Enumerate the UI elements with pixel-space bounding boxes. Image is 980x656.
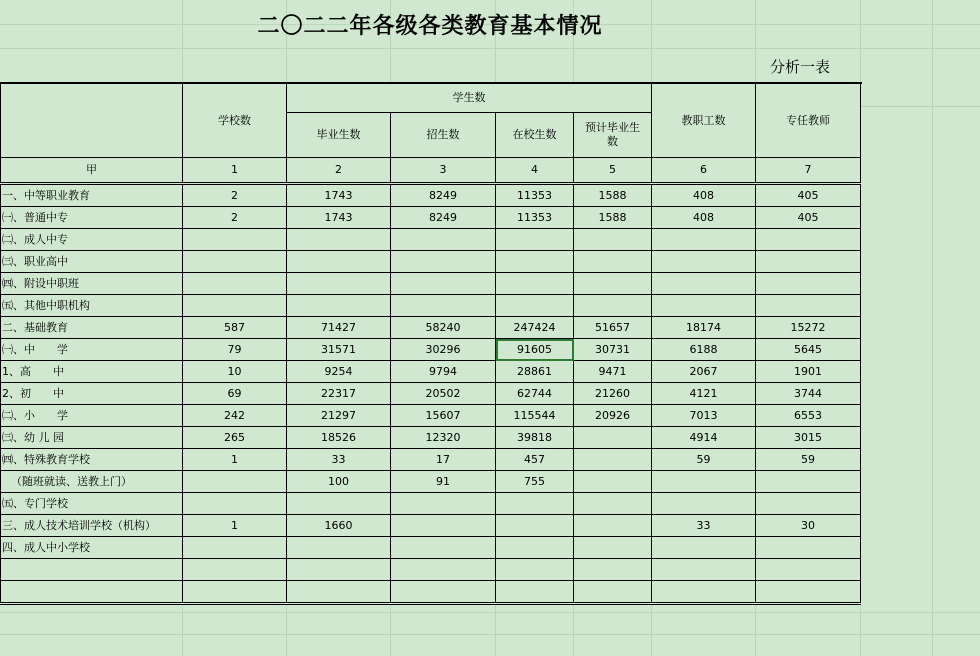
data-cell[interactable] xyxy=(391,515,496,537)
header-students[interactable]: 学生数 xyxy=(287,84,652,113)
data-cell[interactable]: 10 xyxy=(183,361,287,383)
data-cell[interactable]: 79 xyxy=(183,339,287,361)
data-cell[interactable] xyxy=(574,295,652,317)
header-in-school[interactable]: 在校生数 xyxy=(496,113,574,158)
data-cell[interactable]: 1660 xyxy=(287,515,391,537)
data-cell[interactable] xyxy=(756,471,861,493)
data-cell[interactable] xyxy=(652,229,756,251)
header-teachers[interactable]: 专任教师 xyxy=(756,84,861,158)
data-cell[interactable]: 4121 xyxy=(652,383,756,405)
table-row xyxy=(1,317,861,339)
data-cell[interactable]: 51657 xyxy=(574,317,652,339)
data-cell[interactable] xyxy=(756,493,861,515)
data-cell[interactable] xyxy=(496,581,574,604)
data-cell[interactable]: 3744 xyxy=(756,383,861,405)
data-cell[interactable]: 30731 xyxy=(574,339,652,361)
table-row xyxy=(1,515,861,537)
data-cell[interactable]: 21297 xyxy=(287,405,391,427)
data-cell[interactable] xyxy=(183,493,287,515)
table-row xyxy=(1,251,861,273)
data-cell[interactable] xyxy=(756,581,861,604)
data-cell[interactable] xyxy=(183,273,287,295)
table-row xyxy=(1,581,861,604)
data-cell[interactable]: 100 xyxy=(287,471,391,493)
data-cell[interactable]: 9254 xyxy=(287,361,391,383)
data-cell[interactable] xyxy=(756,251,861,273)
grid-line xyxy=(0,612,980,613)
data-cell[interactable]: 1588 xyxy=(574,207,652,229)
column-number-cell[interactable]: 4 xyxy=(496,158,574,184)
data-cell[interactable] xyxy=(574,581,652,604)
data-cell[interactable] xyxy=(496,229,574,251)
data-cell[interactable]: 2067 xyxy=(652,361,756,383)
data-cell[interactable]: 69 xyxy=(183,383,287,405)
data-cell[interactable]: 405 xyxy=(756,207,861,229)
data-cell[interactable] xyxy=(496,251,574,273)
row-label-cell[interactable]: 三、成人技术培训学校（机构） xyxy=(1,515,183,537)
data-cell[interactable]: 30296 xyxy=(391,339,496,361)
data-cell[interactable]: 71427 xyxy=(287,317,391,339)
grid-line xyxy=(932,0,933,656)
row-label-cell[interactable]: ㈣、特殊教育学校 xyxy=(1,449,183,471)
table-row xyxy=(1,383,861,405)
data-cell[interactable]: 5645 xyxy=(756,339,861,361)
data-cell[interactable] xyxy=(496,295,574,317)
data-cell[interactable] xyxy=(756,273,861,295)
table-row xyxy=(1,273,861,295)
table-row xyxy=(1,559,861,581)
data-cell[interactable]: 1 xyxy=(183,515,287,537)
data-cell[interactable] xyxy=(652,537,756,559)
data-cell[interactable] xyxy=(574,273,652,295)
header-corner-cell[interactable] xyxy=(1,84,183,158)
data-cell[interactable] xyxy=(287,493,391,515)
data-cell[interactable]: 33 xyxy=(652,515,756,537)
data-cell[interactable] xyxy=(183,251,287,273)
data-cell[interactable]: 39818 xyxy=(496,427,574,449)
column-number-row xyxy=(1,158,861,184)
data-cell[interactable]: 31571 xyxy=(287,339,391,361)
data-cell[interactable] xyxy=(391,295,496,317)
data-cell[interactable]: 1588 xyxy=(574,184,652,207)
row-label-cell[interactable] xyxy=(1,581,183,604)
table-row xyxy=(1,471,861,493)
data-cell[interactable]: 91605 xyxy=(496,339,574,361)
data-cell[interactable] xyxy=(287,273,391,295)
data-cell[interactable] xyxy=(574,251,652,273)
grid-line xyxy=(0,48,980,49)
row-label-cell[interactable]: 四、成人中小学校 xyxy=(1,537,183,559)
data-cell[interactable]: 59 xyxy=(756,449,861,471)
data-cell[interactable] xyxy=(391,273,496,295)
data-cell[interactable]: 15607 xyxy=(391,405,496,427)
data-cell[interactable]: 91 xyxy=(391,471,496,493)
header-staff[interactable]: 教职工数 xyxy=(652,84,756,158)
data-cell[interactable]: 8249 xyxy=(391,207,496,229)
table-row xyxy=(1,405,861,427)
data-cell[interactable] xyxy=(183,295,287,317)
sheet-subtitle[interactable]: 分析一表 xyxy=(769,58,830,76)
data-cell[interactable] xyxy=(391,493,496,515)
data-cell[interactable] xyxy=(574,229,652,251)
data-cell[interactable] xyxy=(652,471,756,493)
row-label-cell[interactable]: ㈡、小 学 xyxy=(1,405,183,427)
data-cell[interactable] xyxy=(391,559,496,581)
column-number-cell[interactable]: 1 xyxy=(183,158,287,184)
data-cell[interactable]: 20926 xyxy=(574,405,652,427)
data-cell[interactable] xyxy=(574,471,652,493)
data-cell[interactable] xyxy=(183,471,287,493)
data-cell[interactable] xyxy=(574,449,652,471)
column-number-cell[interactable]: 3 xyxy=(391,158,496,184)
row-label-cell[interactable]: ㈡、成人中专 xyxy=(1,229,183,251)
data-cell[interactable]: 28861 xyxy=(496,361,574,383)
data-cell[interactable]: 4914 xyxy=(652,427,756,449)
data-cell[interactable]: 18526 xyxy=(287,427,391,449)
sheet-title[interactable]: 二〇二二年各级各类教育基本情况 xyxy=(257,13,603,39)
data-cell[interactable]: 11353 xyxy=(496,184,574,207)
data-cell[interactable] xyxy=(652,581,756,604)
data-cell[interactable]: 587 xyxy=(183,317,287,339)
table-row xyxy=(1,295,861,317)
row-label-cell[interactable]: 1、高 中 xyxy=(1,361,183,383)
row-label-cell[interactable]: ㈢、幼 儿 园 xyxy=(1,427,183,449)
data-cell[interactable]: 59 xyxy=(652,449,756,471)
data-cell[interactable] xyxy=(756,295,861,317)
data-cell[interactable]: 12320 xyxy=(391,427,496,449)
data-cell[interactable] xyxy=(652,493,756,515)
data-cell[interactable]: 9471 xyxy=(574,361,652,383)
data-cell[interactable] xyxy=(574,515,652,537)
row-label-cell[interactable]: ㈣、附设中职班 xyxy=(1,273,183,295)
data-cell[interactable] xyxy=(652,559,756,581)
data-cell[interactable] xyxy=(287,229,391,251)
data-cell[interactable]: 30 xyxy=(756,515,861,537)
data-cell[interactable]: 11353 xyxy=(496,207,574,229)
data-cell[interactable]: 20502 xyxy=(391,383,496,405)
data-cell[interactable]: 21260 xyxy=(574,383,652,405)
row-label-cell[interactable] xyxy=(1,559,183,581)
data-cell[interactable]: 6553 xyxy=(756,405,861,427)
data-cell[interactable]: 265 xyxy=(183,427,287,449)
data-cell[interactable]: 2 xyxy=(183,184,287,207)
column-number-cell[interactable]: 2 xyxy=(287,158,391,184)
education-table xyxy=(0,83,861,605)
column-number-cell[interactable]: 甲 xyxy=(1,158,183,184)
data-cell[interactable]: 9794 xyxy=(391,361,496,383)
data-cell[interactable] xyxy=(496,537,574,559)
table-row xyxy=(1,537,861,559)
data-cell[interactable] xyxy=(287,559,391,581)
table-row xyxy=(1,361,861,383)
table-row xyxy=(1,339,861,361)
data-cell[interactable]: 1743 xyxy=(287,207,391,229)
data-cell[interactable]: 242 xyxy=(183,405,287,427)
data-cell[interactable]: 457 xyxy=(496,449,574,471)
table-row xyxy=(1,427,861,449)
header-expected-grad[interactable] xyxy=(574,113,652,158)
data-cell[interactable] xyxy=(756,537,861,559)
data-cell[interactable] xyxy=(756,229,861,251)
row-label-cell[interactable]: ㈤、其他中职机构 xyxy=(1,295,183,317)
data-cell[interactable]: 17 xyxy=(391,449,496,471)
data-cell[interactable] xyxy=(756,559,861,581)
row-label-cell[interactable]: ㈠、普通中专 xyxy=(1,207,183,229)
row-label-cell[interactable]: ㈠、中 学 xyxy=(1,339,183,361)
column-number-cell[interactable]: 6 xyxy=(652,158,756,184)
row-label-cell[interactable]: 一、中等职业教育 xyxy=(1,184,183,207)
row-label-cell[interactable]: ㈤、专门学校 xyxy=(1,493,183,515)
row-label-cell[interactable]: 2、初 中 xyxy=(1,383,183,405)
data-cell[interactable] xyxy=(496,515,574,537)
data-cell[interactable]: 755 xyxy=(496,471,574,493)
data-cell[interactable]: 1901 xyxy=(756,361,861,383)
data-cell[interactable]: 7013 xyxy=(652,405,756,427)
row-label-cell[interactable]: （随班就读、送教上门） xyxy=(1,471,183,493)
data-cell[interactable] xyxy=(574,559,652,581)
data-cell[interactable]: 115544 xyxy=(496,405,574,427)
data-cell[interactable] xyxy=(391,537,496,559)
data-cell[interactable] xyxy=(287,581,391,604)
data-cell[interactable] xyxy=(287,251,391,273)
data-cell[interactable]: 3015 xyxy=(756,427,861,449)
data-cell[interactable]: 408 xyxy=(652,184,756,207)
data-cell[interactable] xyxy=(496,273,574,295)
data-cell[interactable] xyxy=(391,229,496,251)
data-cell[interactable]: 18174 xyxy=(652,317,756,339)
row-label-cell[interactable]: 二、基础教育 xyxy=(1,317,183,339)
row-label-cell[interactable]: ㈢、职业高中 xyxy=(1,251,183,273)
data-cell[interactable]: 22317 xyxy=(287,383,391,405)
table-row xyxy=(1,184,861,207)
data-cell[interactable] xyxy=(183,581,287,604)
table-row xyxy=(1,207,861,229)
data-cell[interactable] xyxy=(574,427,652,449)
data-cell[interactable]: 8249 xyxy=(391,184,496,207)
data-cell[interactable]: 405 xyxy=(756,184,861,207)
data-cell[interactable]: 2 xyxy=(183,207,287,229)
data-cell[interactable] xyxy=(183,229,287,251)
data-cell[interactable] xyxy=(652,295,756,317)
data-cell[interactable] xyxy=(496,493,574,515)
data-cell[interactable]: 15272 xyxy=(756,317,861,339)
data-cell[interactable] xyxy=(574,537,652,559)
data-cell[interactable] xyxy=(183,559,287,581)
data-cell[interactable]: 408 xyxy=(652,207,756,229)
data-cell[interactable] xyxy=(391,251,496,273)
header-graduates[interactable]: 毕业生数 xyxy=(287,113,391,158)
table-row xyxy=(1,229,861,251)
table-row xyxy=(1,449,861,471)
data-cell[interactable]: 247424 xyxy=(496,317,574,339)
data-cell[interactable] xyxy=(183,537,287,559)
data-cell[interactable] xyxy=(652,273,756,295)
data-cell[interactable] xyxy=(287,537,391,559)
header-school-count[interactable]: 学校数 xyxy=(183,84,287,158)
column-number-cell[interactable]: 5 xyxy=(574,158,652,184)
data-cell[interactable] xyxy=(652,251,756,273)
data-cell[interactable]: 62744 xyxy=(496,383,574,405)
table-row xyxy=(1,493,861,515)
data-cell[interactable] xyxy=(496,559,574,581)
data-cell[interactable]: 33 xyxy=(287,449,391,471)
data-cell[interactable] xyxy=(391,581,496,604)
data-cell[interactable]: 58240 xyxy=(391,317,496,339)
data-cell[interactable] xyxy=(574,493,652,515)
data-cell[interactable] xyxy=(287,295,391,317)
grid-line xyxy=(0,634,980,635)
data-cell[interactable]: 1743 xyxy=(287,184,391,207)
data-cell[interactable]: 6188 xyxy=(652,339,756,361)
header-expected-grad-label: 预计毕业生数 xyxy=(585,121,640,148)
header-enrollment[interactable]: 招生数 xyxy=(391,113,496,158)
column-number-cell[interactable]: 7 xyxy=(756,158,861,184)
data-cell[interactable]: 1 xyxy=(183,449,287,471)
